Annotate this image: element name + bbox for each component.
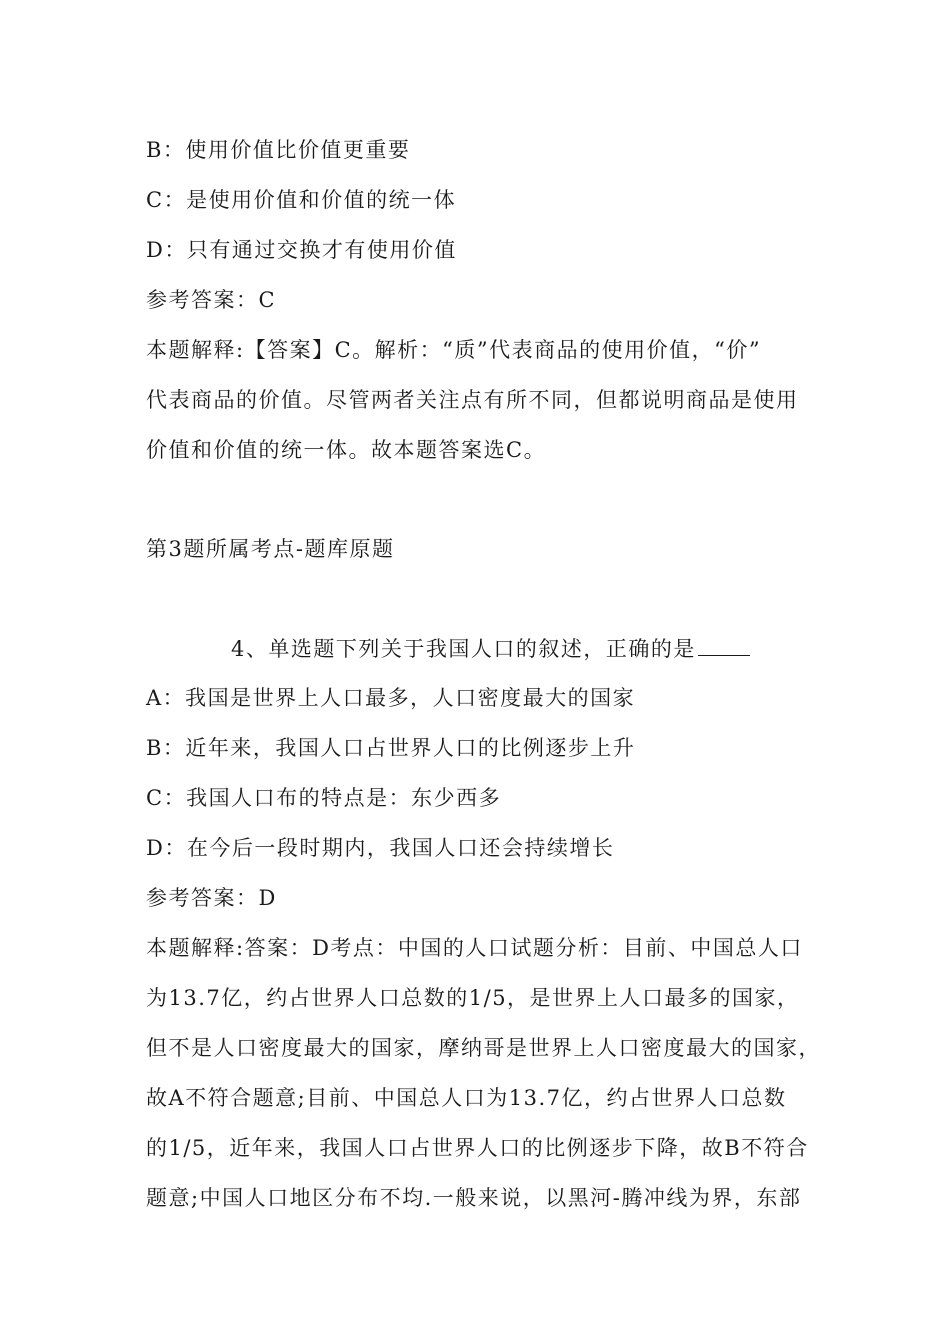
q4-option-a: A：我国是世界上人口最多，人口密度最大的国家 bbox=[146, 686, 636, 710]
q3-option-c: C：是使用价值和价值的统一体 bbox=[146, 188, 457, 212]
q4-answer: 参考答案：D bbox=[146, 886, 277, 910]
q3-explanation-line: 代表商品的价值。尽管两者关注点有所不同，但都说明商品是使用 bbox=[146, 388, 799, 412]
q4-explanation-line: 本题解释:答案：D考点：中国的人口试题分析：目前、中国总人口 bbox=[146, 936, 803, 960]
q4-explanation-line: 故A不符合题意;目前、中国总人口为13.7亿，约占世界人口总数 bbox=[146, 1086, 787, 1110]
answer-blank bbox=[698, 635, 750, 656]
q4-title-text: 4、单选题下列关于我国人口的叙述，正确的是 bbox=[231, 637, 696, 661]
q4-option-d: D：在今后一段时期内，我国人口还会持续增长 bbox=[146, 836, 615, 860]
q4-option-c: C：我国人口布的特点是：东少西多 bbox=[146, 786, 502, 810]
q3-explanation-line: 价值和价值的统一体。故本题答案选C。 bbox=[146, 438, 547, 462]
q4-explanation-line: 的1/5，近年来，我国人口占世界人口的比例逐步下降，故B不符合 bbox=[146, 1136, 809, 1160]
q3-topic: 第3题所属考点-题库原题 bbox=[146, 537, 395, 561]
q3-answer: 参考答案：C bbox=[146, 288, 277, 312]
q4-title bbox=[231, 635, 921, 663]
q3-option-b: B：使用价值比价值更重要 bbox=[146, 138, 411, 162]
q3-explanation-line: 本题解释:【答案】C。解析：“质”代表商品的使用价值，“价” bbox=[146, 338, 762, 362]
q4-option-b: B：近年来，我国人口占世界人口的比例逐步上升 bbox=[146, 736, 636, 760]
q3-option-d: D：只有通过交换才有使用价值 bbox=[146, 238, 457, 262]
q4-explanation-line: 题意;中国人口地区分布不均.一般来说，以黑河-腾冲线为界，东部 bbox=[146, 1186, 802, 1210]
q4-explanation-line: 为13.7亿，约占世界人口总数的1/5，是世界上人口最多的国家， bbox=[146, 986, 800, 1010]
q4-explanation-line: 但不是人口密度最大的国家，摩纳哥是世界上人口密度最大的国家， bbox=[146, 1036, 821, 1060]
